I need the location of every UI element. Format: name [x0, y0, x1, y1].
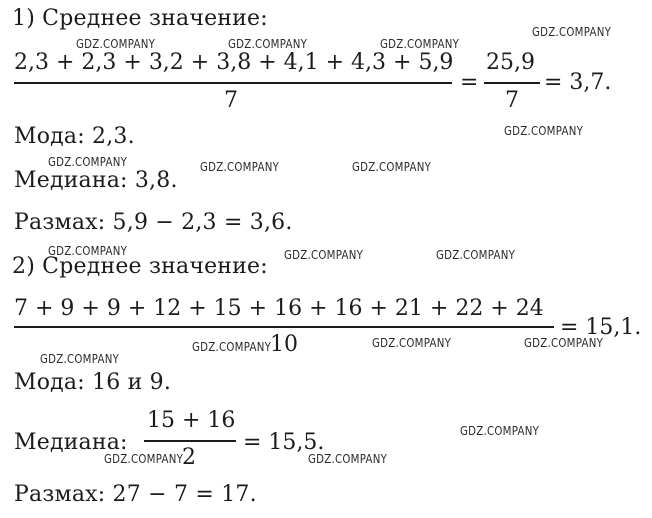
part2-heading: 2) Среднее значение: — [12, 254, 268, 279]
part1-fraction-bar — [14, 82, 452, 84]
watermark: GDZ.COMPANY — [532, 25, 612, 39]
part2-mean-numerator: 7 + 9 + 9 + 12 + 15 + 16 + 16 + 21 + 22 + 24 — [14, 296, 544, 321]
part1-equals: = — [460, 70, 479, 95]
watermark: GDZ.COMPANY — [200, 160, 280, 174]
part2-mean-result: = 15,1. — [560, 315, 642, 340]
part2-median-numerator: 15 + 16 — [147, 408, 236, 433]
watermark: GDZ.COMPANY — [308, 452, 388, 466]
part2-median-denominator: 2 — [182, 445, 196, 470]
watermark: GDZ.COMPANY — [48, 244, 128, 258]
part1-heading: 1) Среднее значение: — [12, 6, 268, 31]
part2-median-label: Медиана: — [14, 430, 128, 455]
part1-mean-numerator: 2,3 + 2,3 + 3,2 + 3,8 + 4,1 + 4,3 + 5,9 — [14, 50, 454, 75]
part1-sum-numerator: 25,9 — [486, 50, 535, 75]
part1-sum-fraction-bar — [484, 82, 540, 84]
part2-mode: Мода: 16 и 9. — [14, 370, 172, 395]
part1-mean-result: = 3,7. — [544, 70, 612, 95]
watermark: GDZ.COMPANY — [76, 37, 156, 51]
part1-median: Медиана: 3,8. — [14, 168, 178, 193]
part1-range: Размах: 5,9 − 2,3 = 3,6. — [14, 210, 293, 235]
part2-fraction-bar — [14, 326, 554, 328]
watermark: GDZ.COMPANY — [48, 155, 128, 169]
part2-median-result: = 15,5. — [243, 430, 325, 455]
part2-range: Размах: 27 − 7 = 17. — [14, 482, 257, 507]
part1-sum-denominator: 7 — [505, 88, 519, 113]
watermark: GDZ.COMPANY — [228, 37, 308, 51]
watermark: GDZ.COMPANY — [436, 248, 516, 262]
watermark: GDZ.COMPANY — [380, 37, 460, 51]
watermark: GDZ.COMPANY — [192, 340, 272, 354]
watermark: GDZ.COMPANY — [524, 336, 604, 350]
watermark: GDZ.COMPANY — [504, 124, 584, 138]
watermark: GDZ.COMPANY — [372, 336, 452, 350]
watermark: GDZ.COMPANY — [104, 452, 184, 466]
part1-mode: Мода: 2,3. — [14, 124, 135, 149]
watermark: GDZ.COMPANY — [352, 160, 432, 174]
watermark: GDZ.COMPANY — [284, 248, 364, 262]
part1-mean-denominator: 7 — [224, 88, 238, 113]
watermark: GDZ.COMPANY — [40, 352, 120, 366]
part2-median-fraction-bar — [144, 440, 236, 442]
watermark: GDZ.COMPANY — [460, 424, 540, 438]
part2-mean-denominator: 10 — [270, 332, 298, 357]
